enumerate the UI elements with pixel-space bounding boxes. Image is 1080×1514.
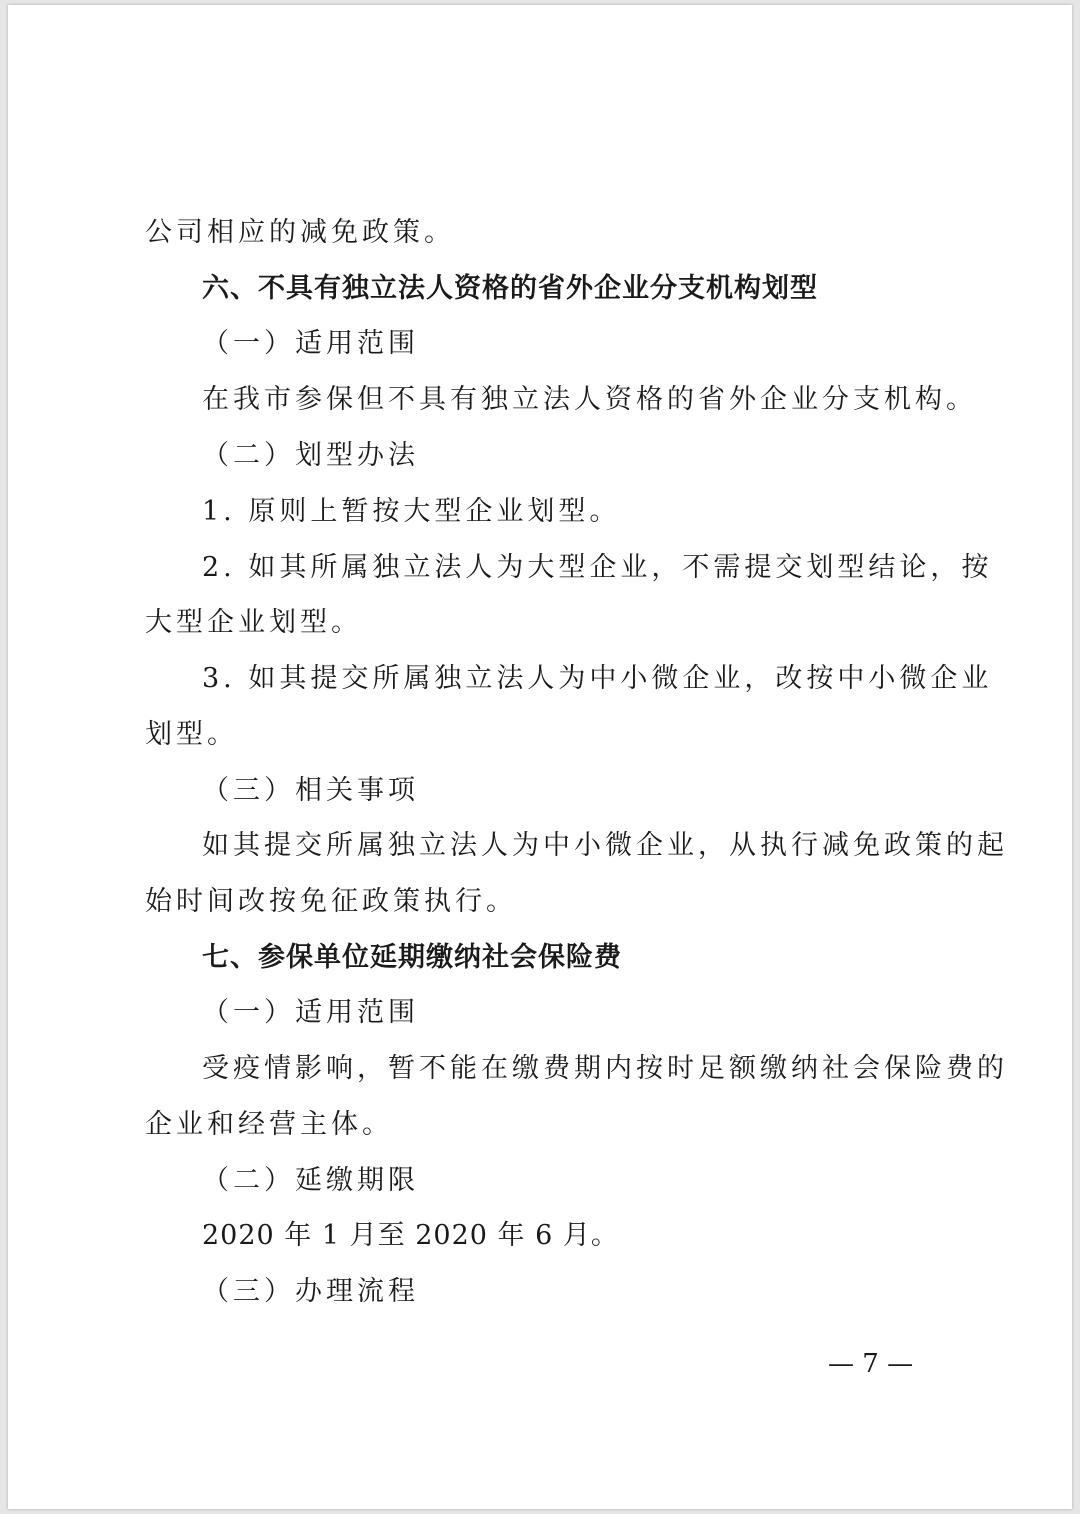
paragraph-text: 受疫情影响，暂不能在缴费期内按时足额缴纳社会保险费的 <box>202 1053 1008 1084</box>
document-page <box>8 5 1072 1509</box>
subheading-deadline: （二）延缴期限 <box>202 1165 419 1196</box>
subheading-process: （三）办理流程 <box>202 1276 419 1307</box>
paragraph-text: 公司相应的减免政策。 <box>145 217 455 248</box>
paragraph-continuation: 企业和经营主体。 <box>145 1109 393 1140</box>
paragraph-text: 在我市参保但不具有独立法人资格的省外企业分支机构。 <box>202 384 977 415</box>
paragraph-continuation: 始时间改按免征政策执行。 <box>145 886 517 917</box>
page-number: — 7 — <box>828 1349 914 1379</box>
list-item: 3. 如其提交所属独立法人为中小微企业，改按中小微企业 <box>202 663 993 694</box>
subheading-related: （三）相关事项 <box>202 775 419 806</box>
section-heading-six: 六、不具有独立法人资格的省外企业分支机构划型 <box>202 273 818 304</box>
list-item: 1. 原则上暂按大型企业划型。 <box>202 496 621 527</box>
list-item-continuation: 划型。 <box>145 719 238 750</box>
subheading-scope: （一）适用范围 <box>202 328 419 359</box>
subheading-scope: （一）适用范围 <box>202 997 419 1028</box>
subheading-method: （二）划型办法 <box>202 440 419 471</box>
paragraph-text: 如其提交所属独立法人为中小微企业，从执行减免政策的起 <box>202 830 1008 861</box>
section-heading-seven: 七、参保单位延期缴纳社会保险费 <box>202 942 622 973</box>
list-item: 2. 如其所属独立法人为大型企业，不需提交划型结论，按 <box>202 552 993 583</box>
list-item-continuation: 大型企业划型。 <box>145 607 362 638</box>
paragraph-text: 2020 年 1 月至 2020 年 6 月。 <box>202 1220 619 1251</box>
